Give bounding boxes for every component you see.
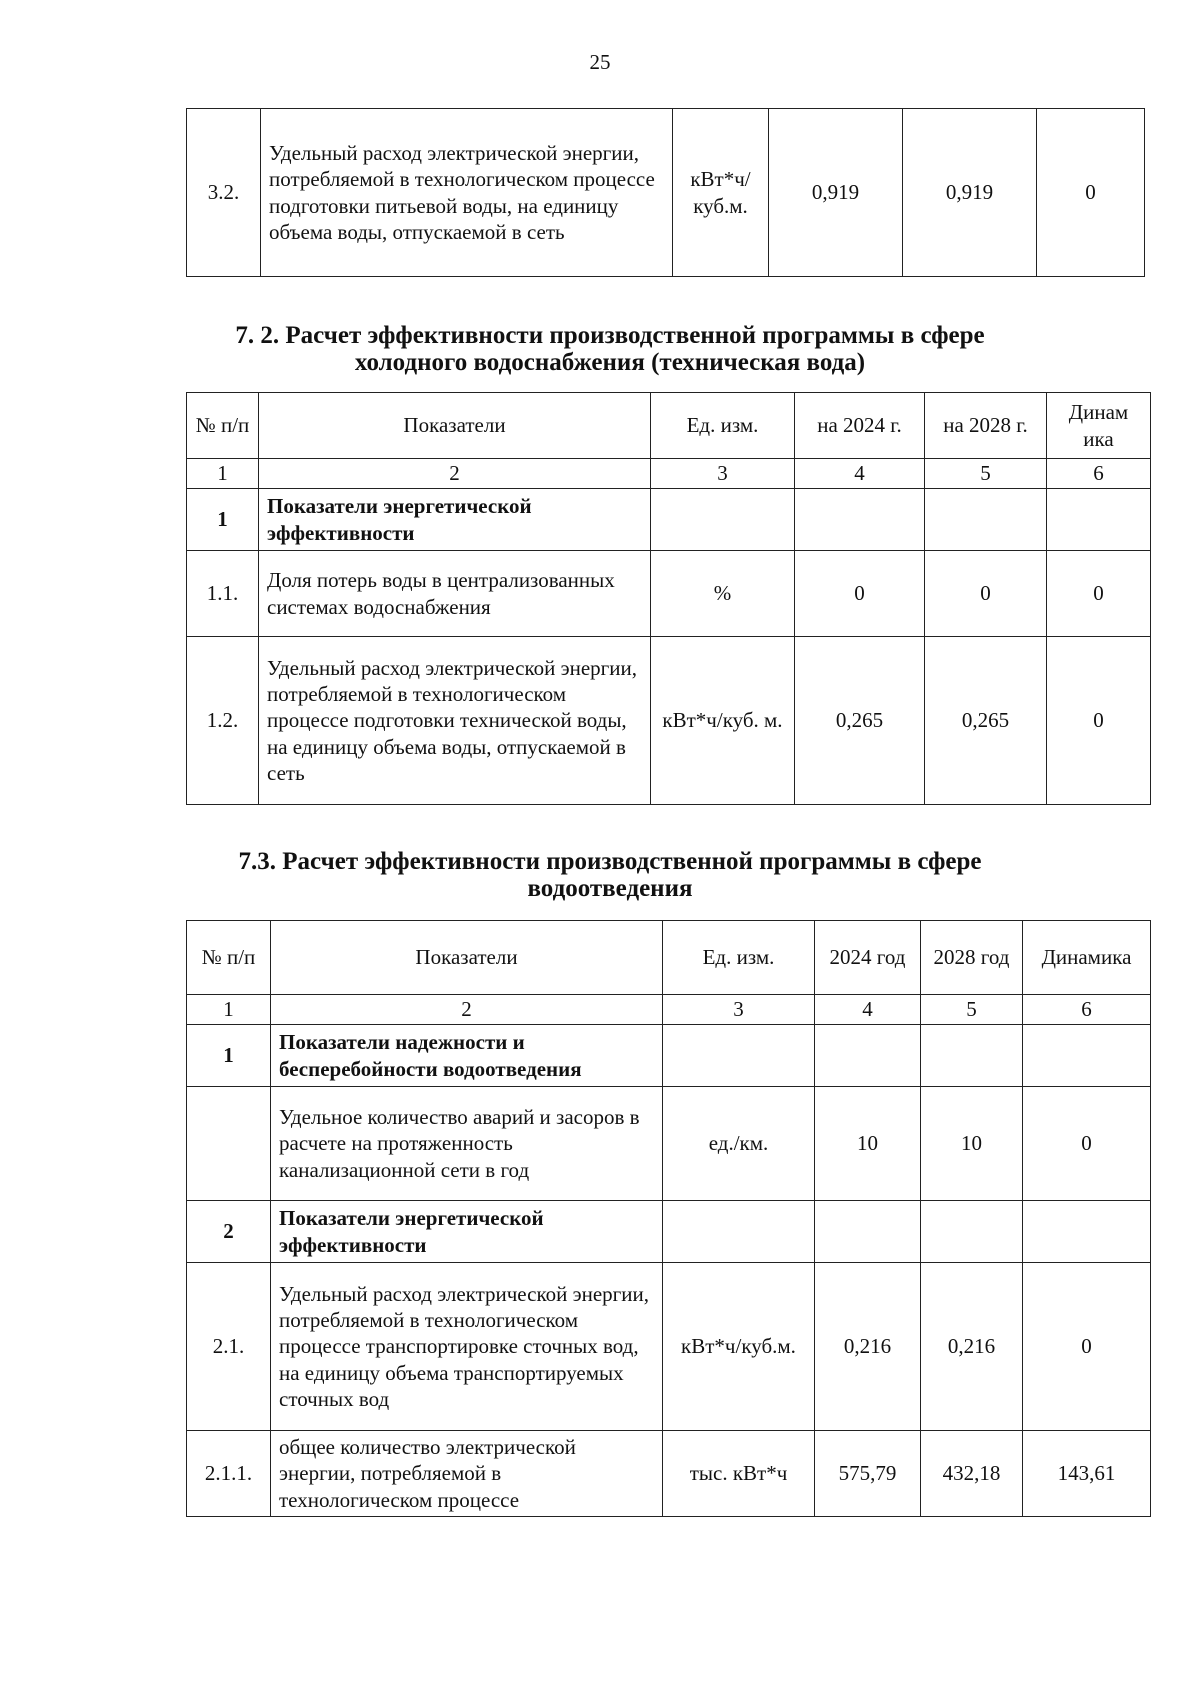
value-2028 — [921, 1201, 1023, 1263]
indicator-text: Доля потерь воды в централизованных системах водоснабжения — [259, 551, 651, 637]
row-number: 1 — [187, 489, 259, 551]
index-cell: 3 — [663, 995, 815, 1025]
indicator-text: общее количество электрической энергии, потребляемой в технологическом процессе — [271, 1431, 663, 1517]
header-num: № п/п — [187, 921, 271, 995]
header-dynamics: Динамика — [1023, 921, 1151, 995]
value-dynamics — [1047, 489, 1151, 551]
value-2024 — [795, 489, 925, 551]
value-2024: 0 — [795, 551, 925, 637]
index-cell: 6 — [1023, 995, 1151, 1025]
table-wastewater — [186, 920, 1151, 1517]
value-2024: 0,919 — [769, 109, 903, 277]
value-2028 — [921, 1025, 1023, 1087]
unit-cell — [651, 489, 795, 551]
value-2028: 0,919 — [903, 109, 1037, 277]
value-2024 — [815, 1025, 921, 1087]
section-title-line: 7. 2. Расчет эффективности производственной программы в сфере — [235, 322, 985, 349]
value-dynamics: 0 — [1047, 551, 1151, 637]
table-row — [187, 1263, 1151, 1431]
value-2024: 575,79 — [815, 1431, 921, 1517]
value-dynamics: 0 — [1037, 109, 1145, 277]
row-number: 2.1.1. — [187, 1431, 271, 1517]
index-cell: 1 — [187, 995, 271, 1025]
table-row — [187, 1201, 1151, 1263]
index-cell: 6 — [1047, 459, 1151, 489]
header-dynamics: Динам ика — [1047, 393, 1151, 459]
table-row — [187, 551, 1151, 637]
index-cell: 2 — [271, 995, 663, 1025]
header-2028: 2028 год — [921, 921, 1023, 995]
indicator-text: Удельное количество аварий и засоров в расчете на протяженность канализационной сети в год — [271, 1087, 663, 1201]
value-2028: 0,265 — [925, 637, 1047, 805]
indicator-text: Удельный расход электрической энергии, потребляемой в технологическом процессе транспортировке сточных вод, на единицу объема транспортируемых сточных вод — [271, 1263, 663, 1431]
header-indicator: Показатели — [271, 921, 663, 995]
value-dynamics — [1023, 1201, 1151, 1263]
header-2024: на 2024 г. — [795, 393, 925, 459]
header-2028: на 2028 г. — [925, 393, 1047, 459]
unit-cell — [663, 1201, 815, 1263]
header-indicator: Показатели — [259, 393, 651, 459]
value-dynamics: 0 — [1023, 1263, 1151, 1431]
indicator-text: Удельный расход электрической энергии, потребляемой в технологическом процессе подготовки питьевой воды, на единицу объема воды, отпускаемой в сеть — [261, 109, 673, 277]
unit-cell: тыс. кВт*ч — [663, 1431, 815, 1517]
row-number: 1.1. — [187, 551, 259, 637]
value-dynamics: 143,61 — [1023, 1431, 1151, 1517]
value-2024: 0,216 — [815, 1263, 921, 1431]
value-2028: 10 — [921, 1087, 1023, 1201]
index-row — [187, 995, 1151, 1025]
value-2024 — [815, 1201, 921, 1263]
header-num: № п/п — [187, 393, 259, 459]
indicator-text: Удельный расход электрической энергии, потребляемой в технологическом процессе подготовки технической воды, на единицу объема воды, отпускаемой в сеть — [259, 637, 651, 805]
value-2028: 432,18 — [921, 1431, 1023, 1517]
value-2028 — [925, 489, 1047, 551]
index-cell: 2 — [259, 459, 651, 489]
header-unit: Ед. изм. — [663, 921, 815, 995]
top-table — [186, 108, 1145, 277]
indicator-text: Показатели энергетической эффективности — [271, 1201, 663, 1263]
value-2028: 0,216 — [921, 1263, 1023, 1431]
index-cell: 1 — [187, 459, 259, 489]
section-title-line: 7.3. Расчет эффективности производственной программы в сфере — [238, 848, 982, 875]
table-row — [187, 1431, 1151, 1517]
index-cell: 4 — [795, 459, 925, 489]
header-row — [187, 921, 1151, 995]
value-2024: 10 — [815, 1087, 921, 1201]
index-cell: 3 — [651, 459, 795, 489]
table-row — [187, 109, 1145, 277]
table-row — [187, 1025, 1151, 1087]
row-number: 2.1. — [187, 1263, 271, 1431]
value-dynamics: 0 — [1047, 637, 1151, 805]
value-dynamics — [1023, 1025, 1151, 1087]
table-row — [187, 489, 1151, 551]
section-title-line: холодного водоснабжения (техническая вода) — [354, 349, 866, 376]
unit-cell: ед./км. — [663, 1087, 815, 1201]
unit-cell: % — [651, 551, 795, 637]
section-title — [170, 322, 1050, 376]
table-row — [187, 637, 1151, 805]
header-unit: Ед. изм. — [651, 393, 795, 459]
indicator-text: Показатели надежности и бесперебойности водоотведения — [271, 1025, 663, 1087]
index-row — [187, 459, 1151, 489]
row-number — [187, 1087, 271, 1201]
section-title-line: водоотведения — [527, 875, 693, 902]
table-row — [187, 1087, 1151, 1201]
table-technical-water — [186, 392, 1151, 805]
unit-cell — [663, 1025, 815, 1087]
header-2024: 2024 год — [815, 921, 921, 995]
row-number: 1.2. — [187, 637, 259, 805]
row-number: 1 — [187, 1025, 271, 1087]
unit-cell: кВт*ч/куб.м. — [663, 1263, 815, 1431]
index-cell: 4 — [815, 995, 921, 1025]
value-2024: 0,265 — [795, 637, 925, 805]
index-cell: 5 — [925, 459, 1047, 489]
indicator-text: Показатели энергетической эффективности — [259, 489, 651, 551]
unit-cell: кВт*ч/куб. м. — [651, 637, 795, 805]
unit-cell: кВт*ч/ куб.м. — [673, 109, 769, 277]
value-dynamics: 0 — [1023, 1087, 1151, 1201]
row-number: 2 — [187, 1201, 271, 1263]
index-cell: 5 — [921, 995, 1023, 1025]
header-row — [187, 393, 1151, 459]
row-number: 3.2. — [187, 109, 261, 277]
section-title — [170, 848, 1050, 902]
page-number: 25 — [589, 50, 611, 74]
value-2028: 0 — [925, 551, 1047, 637]
